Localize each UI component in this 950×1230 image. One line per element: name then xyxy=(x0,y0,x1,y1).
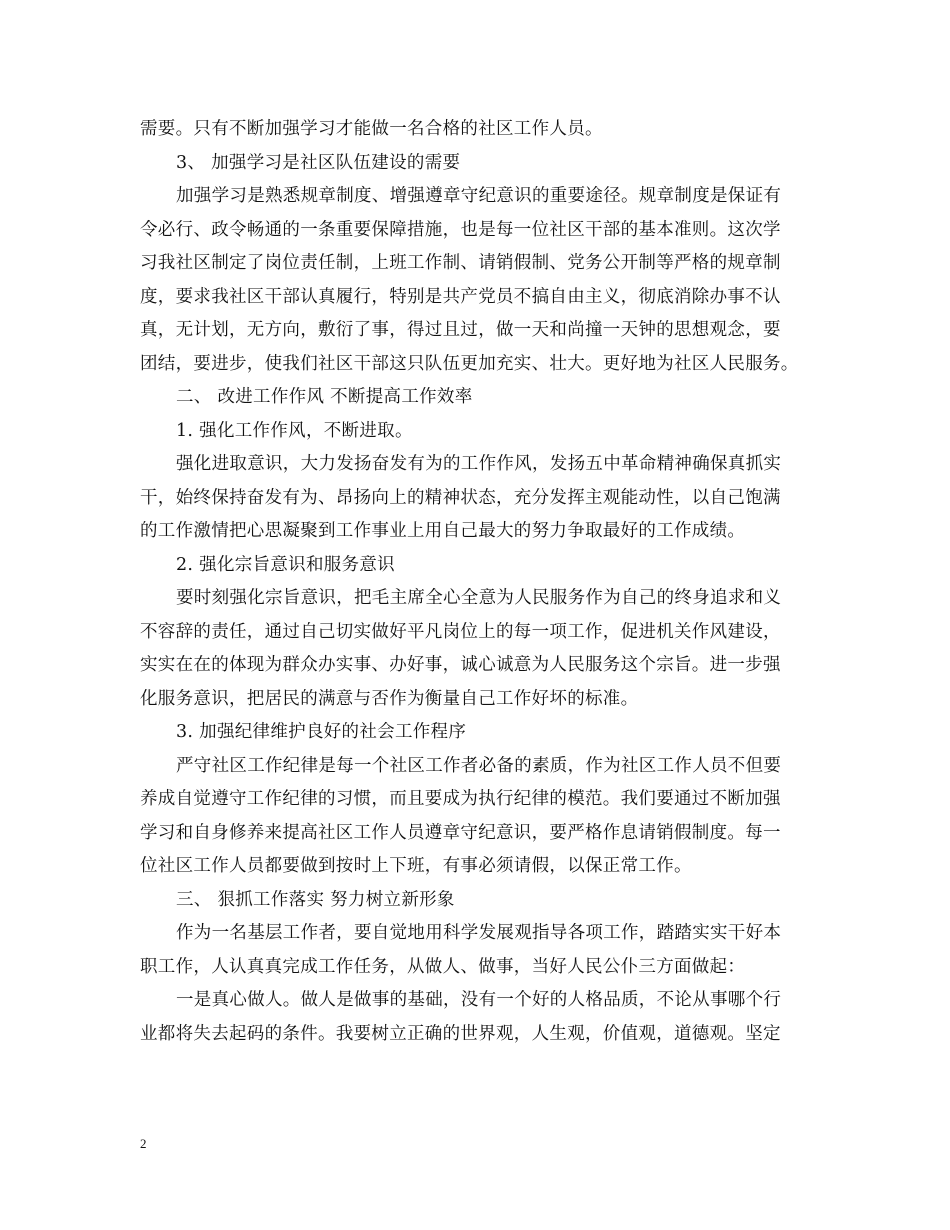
body-text xyxy=(140,113,830,1051)
page-number: 2 xyxy=(140,1136,147,1151)
text-line: 真，无计划，无方向，敷衍了事，得过且过，做一天和尚撞一天钟的思想观念，要 xyxy=(140,320,781,340)
text-line: 干，始终保持奋发有为、昂扬向上的精神状态，充分发挥主观能动性，以自己饱满 xyxy=(140,487,781,508)
text-line: 二、 改进工作作风 不断提高工作效率 xyxy=(176,387,473,407)
text-line: 团结，要进步，使我们社区干部这只队伍更加充实、壮大。更好地为社区人民服务。 xyxy=(140,353,799,374)
text-line: 实实在在的体现为群众办实事、办好事，诚心诚意为人民服务这个宗旨。进一步强 xyxy=(140,655,781,675)
text-line: 3、 加强学习是社区队伍建设的需要 xyxy=(176,152,461,173)
text-line: 的工作激情把心思凝聚到工作事业上用自己最大的努力争取最好的工作成绩。 xyxy=(140,521,746,541)
text-line: 需要。只有不断加强学习才能做一名合格的社区工作人员。 xyxy=(140,119,603,139)
text-line: 严守社区工作纪律是每一个社区工作者必备的素质，作为社区工作人员不但要 xyxy=(176,755,782,776)
text-line: 1. 强化工作作风，不断进取。 xyxy=(176,420,413,441)
text-line: 2. 强化宗旨意识和服务意识 xyxy=(176,554,395,575)
text-line: 化服务意识，把居民的满意与否作为衡量自己工作好坏的标准。 xyxy=(140,688,639,709)
text-line: 三、 狠抓工作落实 努力树立新形象 xyxy=(176,889,455,910)
text-line: 3. 加强纪律维护良好的社会工作程序 xyxy=(176,722,467,742)
text-line: 度，要求我社区干部认真履行，特别是共产党员不搞自由主义，彻底消除办事不认 xyxy=(140,286,781,307)
text-line: 令必行、政令畅通的一条重要保障措施，也是每一位社区干部的基本准则。这次学 xyxy=(140,219,781,240)
text-line: 学习和自身修养来提高社区工作人员遵章守纪意识，要严格作息请销假制度。每一 xyxy=(140,822,781,843)
text-line: 不容辞的责任，通过自己切实做好平凡岗位上的每一项工作，促进机关作风建设， xyxy=(140,621,781,642)
text-line: 作为一名基层工作者，要自觉地用科学发展观指导各项工作，踏踏实实干好本 xyxy=(176,923,782,943)
text-line: 业都将失去起码的条件。我要树立正确的世界观，人生观，价值观，道德观。坚定 xyxy=(140,1023,781,1044)
text-line: 加强学习是熟悉规章制度、增强遵章守纪意识的重要途径。规章制度是保证有 xyxy=(176,186,782,206)
text-line: 一是真心做人。做人是做事的基础，没有一个好的人格品质，不论从事哪个行 xyxy=(176,990,782,1010)
text-line: 养成自觉遵守工作纪律的习惯，而且要成为执行纪律的模范。我们要通过不断加强 xyxy=(140,789,781,809)
text-line: 职工作，人认真真完成工作任务，从做人、做事，当好人民公仆三方面做起： xyxy=(140,956,746,977)
text-line: 强化进取意识，大力发扬奋发有为的工作作风，发扬五中革命精神确保真抓实 xyxy=(176,454,782,474)
text-line: 习我社区制定了岗位责任制，上班工作制、请销假制、党务公开制等严格的规章制 xyxy=(140,253,781,273)
text-line: 要时刻强化宗旨意识，把毛主席全心全意为人民服务作为自己的终身追求和义 xyxy=(176,588,782,608)
text-line: 位社区工作人员都要做到按时上下班，有事必须请假，以保正常工作。 xyxy=(140,856,692,876)
